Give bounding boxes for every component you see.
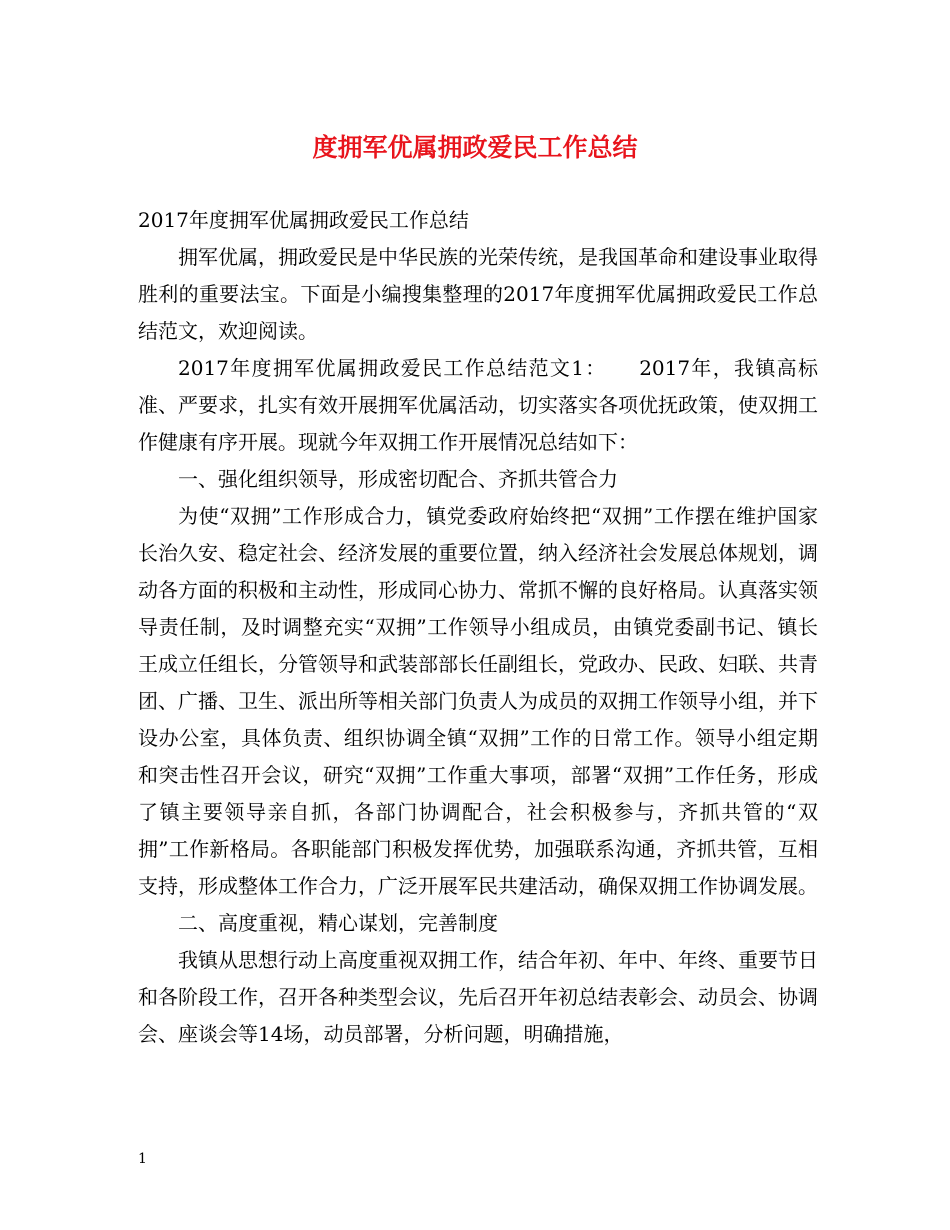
body-paragraph: 2017年度拥军优属拥政爱民工作总结范文1： 2017年，我镇高标准、严要求，扎实有效开展拥军优属活动，切实落实各项优抚政策，使双拥工作健康有序开展。现就今年双拥工作开展情况总结如下： — [138, 356, 818, 454]
body-paragraph: 拥军优属，拥政爱民是中华民族的光荣传统，是我国革命和建设事业取得胜利的重要法宝。下面是小编搜集整理的2017年度拥军优属拥政爱民工作总结范文，欢迎阅读。 — [138, 245, 818, 343]
document-title: 度拥军优属拥政爱民工作总结 — [312, 133, 638, 162]
section-heading-2: 二、高度重视，精心谋划，完善制度 — [178, 911, 498, 935]
section-heading-1: 一、强化组织领导，形成密切配合、齐抓共管合力 — [178, 467, 618, 491]
document-body — [138, 202, 818, 1053]
page-number: 1 — [138, 1151, 147, 1167]
body-paragraph: 我镇从思想行动上高度重视双拥工作，结合年初、年中、年终、重要节日和各阶段工作，召开各种类型会议，先后召开年初总结表彰会、动员会、协调会、座谈会等14场，动员部署，分析问题，明确措施， — [138, 948, 818, 1046]
body-paragraph: 为使“双拥”工作形成合力，镇党委政府始终把“双拥”工作摆在维护国家长治久安、稳定社会、经济发展的重要位置，纳入经济社会发展总体规划，调动各方面的积极和主动性，形成同心协力、常抓不懈的良好格局。认真落实领导责任制，及时调整充实“双拥”工作领导小组成员，由镇党委副书记、镇长王成立任组长，分管领导和武装部部长任副组长，党政办、民政、妇联、共青团、广播、卫生、派出所等相关部门负责人为成员的双拥工作领导小组，并下设办公室，具体负责、组织协调全镇“双拥”工作的日常工作。领导小组定期和突击性召开会议，研究“双拥”工作重大事项，部署“双拥”工作任务，形成了镇主要领导亲自抓，各部门协调配合，社会积极参与，齐抓共管的“双拥”工作新格局。各职能部门积极发挥优势，加强联系沟通，齐抓共管，互相支持，形成整体工作合力，广泛开展军民共建活动，确保双拥工作协调发展。 — [138, 504, 818, 898]
body-paragraph-heading: 2017年度拥军优属拥政爱民工作总结 — [138, 208, 469, 232]
